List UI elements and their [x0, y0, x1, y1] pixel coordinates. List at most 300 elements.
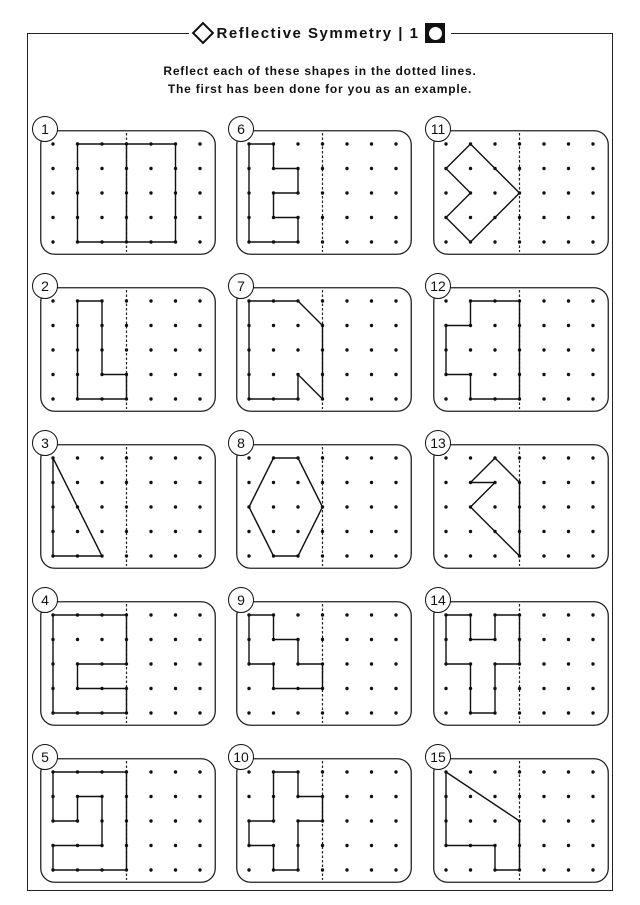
grid-dot: [149, 481, 152, 484]
grid-dot: [542, 770, 545, 773]
grid-dot: [567, 795, 570, 798]
grid-dot: [394, 795, 397, 798]
grid-dot: [100, 191, 103, 194]
grid-dot: [51, 191, 54, 194]
grid-dot: [272, 662, 275, 665]
grid-dot: [272, 167, 275, 170]
grid-dot: [321, 299, 324, 302]
grid-dot: [542, 481, 545, 484]
grid-dot: [493, 819, 496, 822]
grid-dot: [591, 191, 594, 194]
grid-dot: [591, 613, 594, 616]
grid-dot: [296, 167, 299, 170]
grid-dot: [51, 770, 54, 773]
grid-dot: [51, 456, 54, 459]
grid-dot: [76, 819, 79, 822]
grid-dot: [321, 481, 324, 484]
grid-dot: [198, 795, 201, 798]
grid-dot: [174, 456, 177, 459]
grid-dot: [296, 142, 299, 145]
grid-dot: [174, 613, 177, 616]
grid-dot: [469, 240, 472, 243]
grid-dot: [247, 456, 250, 459]
grid-dot: [272, 456, 275, 459]
grid-dot: [370, 373, 373, 376]
grid-dot: [76, 167, 79, 170]
grid-dot: [493, 240, 496, 243]
grid-dot: [174, 638, 177, 641]
grid-dot: [198, 240, 201, 243]
grid-dot: [125, 167, 128, 170]
grid-dot: [174, 373, 177, 376]
grid-dot: [51, 240, 54, 243]
grid-dot: [542, 191, 545, 194]
grid-dot: [321, 711, 324, 714]
grid-dot: [198, 373, 201, 376]
dot-grid[interactable]: [433, 130, 609, 255]
grid-dot: [198, 324, 201, 327]
grid-dot: [247, 216, 250, 219]
grid-dot: [370, 142, 373, 145]
grid-dot: [567, 240, 570, 243]
grid-dot: [542, 711, 545, 714]
dot-grid[interactable]: [236, 130, 412, 255]
grid-dot: [394, 240, 397, 243]
grid-dot: [174, 844, 177, 847]
dot-grid[interactable]: [40, 758, 216, 883]
grid-dot: [542, 397, 545, 400]
grid-dot: [444, 530, 447, 533]
grid-dot: [198, 554, 201, 557]
grid-dot: [296, 481, 299, 484]
grid-dot: [272, 638, 275, 641]
grid-dot: [247, 819, 250, 822]
grid-dot: [469, 687, 472, 690]
exercise-panel: [430, 278, 609, 412]
exercise-number: 1: [32, 116, 58, 142]
grid-dot: [149, 638, 152, 641]
grid-dot: [345, 240, 348, 243]
grid-dot: [518, 795, 521, 798]
grid-dot: [493, 505, 496, 508]
grid-dot: [198, 687, 201, 690]
grid-dot: [493, 770, 496, 773]
grid-dot: [345, 142, 348, 145]
exercise-number: 8: [228, 430, 254, 456]
grid-dot: [493, 142, 496, 145]
grid-dot: [100, 505, 103, 508]
grid-dot: [394, 554, 397, 557]
grid-dot: [591, 142, 594, 145]
grid-dot: [125, 770, 128, 773]
grid-dot: [493, 456, 496, 459]
grid-dot: [542, 348, 545, 351]
grid-dot: [198, 770, 201, 773]
grid-dot: [469, 481, 472, 484]
grid-dot: [444, 868, 447, 871]
grid-dot: [247, 530, 250, 533]
grid-dot: [444, 191, 447, 194]
grid-dot: [174, 348, 177, 351]
grid-dot: [51, 397, 54, 400]
dot-grid[interactable]: [236, 287, 412, 412]
dot-grid[interactable]: [40, 444, 216, 569]
grid-dot: [100, 324, 103, 327]
grid-dot: [370, 530, 373, 533]
grid-dot: [321, 868, 324, 871]
grid-dot: [394, 844, 397, 847]
grid-dot: [394, 770, 397, 773]
grid-dot: [100, 554, 103, 557]
grid-dot: [198, 662, 201, 665]
grid-dot: [345, 868, 348, 871]
grid-dot: [518, 167, 521, 170]
dot-grid[interactable]: [40, 130, 216, 255]
grid-dot: [296, 216, 299, 219]
grid-dot: [125, 142, 128, 145]
instructions: [0, 62, 640, 98]
grid-dot: [296, 324, 299, 327]
grid-dot: [444, 167, 447, 170]
exercise-panel: [233, 749, 412, 883]
grid-dot: [567, 191, 570, 194]
grid-dot: [567, 554, 570, 557]
grid-dot: [100, 844, 103, 847]
grid-dot: [444, 638, 447, 641]
grid-dot: [198, 299, 201, 302]
grid-dot: [394, 167, 397, 170]
exercise-number: 9: [228, 587, 254, 613]
grid-dot: [100, 481, 103, 484]
grid-dot: [394, 711, 397, 714]
grid-dot: [100, 638, 103, 641]
grid-dot: [272, 240, 275, 243]
grid-dot: [394, 819, 397, 822]
grid-dot: [591, 819, 594, 822]
grid-dot: [345, 348, 348, 351]
grid-dot: [321, 844, 324, 847]
grid-dot: [272, 324, 275, 327]
grid-dot: [247, 687, 250, 690]
grid-dot: [174, 216, 177, 219]
grid-dot: [272, 191, 275, 194]
grid-dot: [394, 191, 397, 194]
grid-dot: [272, 216, 275, 219]
grid-dot: [591, 373, 594, 376]
grid-dot: [149, 167, 152, 170]
dot-grid[interactable]: [433, 601, 609, 726]
grid-dot: [51, 554, 54, 557]
grid-dot: [345, 795, 348, 798]
grid-dot: [542, 530, 545, 533]
grid-dot: [518, 191, 521, 194]
grid-dot: [591, 844, 594, 847]
grid-dot: [76, 324, 79, 327]
grid-dot: [591, 456, 594, 459]
grid-dot: [125, 819, 128, 822]
grid-dot: [591, 687, 594, 690]
grid-dot: [567, 613, 570, 616]
grid-dot: [345, 530, 348, 533]
grid-dot: [493, 324, 496, 327]
grid-dot: [174, 324, 177, 327]
grid-dot: [444, 613, 447, 616]
grid-dot: [567, 299, 570, 302]
grid-dot: [247, 240, 250, 243]
grid-dot: [247, 397, 250, 400]
grid-dot: [149, 456, 152, 459]
title-bar: [0, 18, 640, 48]
grid-dot: [493, 554, 496, 557]
grid-dot: [174, 481, 177, 484]
grid-dot: [518, 687, 521, 690]
grid-dot: [493, 795, 496, 798]
grid-dot: [394, 373, 397, 376]
grid-dot: [321, 530, 324, 533]
dot-grid[interactable]: [236, 601, 412, 726]
grid-dot: [51, 505, 54, 508]
exercise-number: 5: [32, 744, 58, 770]
grid-dot: [370, 819, 373, 822]
exercise-number: 2: [32, 273, 58, 299]
grid-dot: [591, 795, 594, 798]
grid-dot: [567, 456, 570, 459]
grid-dot: [370, 844, 373, 847]
grid-dot: [444, 844, 447, 847]
grid-dot: [125, 456, 128, 459]
grid-dot: [174, 167, 177, 170]
grid-dot: [272, 819, 275, 822]
grid-dot: [345, 191, 348, 194]
diamond-circle-icon: [191, 22, 214, 45]
grid-dot: [493, 348, 496, 351]
grid-dot: [76, 216, 79, 219]
grid-dot: [100, 770, 103, 773]
grid-dot: [370, 348, 373, 351]
grid-dot: [321, 142, 324, 145]
grid-dot: [542, 505, 545, 508]
dot-grid[interactable]: [433, 444, 609, 569]
grid-dot: [149, 613, 152, 616]
grid-dot: [321, 167, 324, 170]
grid-dot: [100, 687, 103, 690]
grid-dot: [125, 299, 128, 302]
grid-dot: [444, 795, 447, 798]
dot-grid[interactable]: [433, 287, 609, 412]
grid-dot: [469, 638, 472, 641]
dot-grid[interactable]: [236, 758, 412, 883]
exercise-panel: [236, 278, 412, 412]
grid-dot: [198, 844, 201, 847]
grid-dot: [198, 505, 201, 508]
grid-dot: [247, 505, 250, 508]
exercise-panel: [40, 749, 216, 883]
grid-dot: [444, 142, 447, 145]
grid-dot: [469, 216, 472, 219]
grid-dot: [125, 662, 128, 665]
grid-dot: [149, 868, 152, 871]
grid-dot: [394, 687, 397, 690]
grid-dot: [125, 397, 128, 400]
grid-dot: [469, 299, 472, 302]
grid-dot: [591, 348, 594, 351]
dot-grid[interactable]: [433, 758, 609, 883]
exercise-panel: [40, 592, 216, 726]
grid-dot: [542, 240, 545, 243]
grid-dot: [272, 868, 275, 871]
grid-dot: [247, 191, 250, 194]
grid-dot: [198, 456, 201, 459]
exercise-number: 12: [425, 273, 451, 299]
grid-dot: [493, 373, 496, 376]
grid-dot: [198, 868, 201, 871]
grid-dot: [518, 530, 521, 533]
exercise-panel: [40, 121, 216, 255]
grid-dot: [125, 554, 128, 557]
grid-dot: [149, 324, 152, 327]
grid-dot: [247, 373, 250, 376]
grid-dot: [51, 324, 54, 327]
grid-dot: [296, 613, 299, 616]
grid-dot: [100, 348, 103, 351]
grid-dot: [125, 216, 128, 219]
grid-dot: [469, 397, 472, 400]
dot-grid[interactable]: [236, 444, 412, 569]
grid-dot: [493, 191, 496, 194]
grid-dot: [469, 795, 472, 798]
grid-dot: [321, 397, 324, 400]
grid-dot: [591, 397, 594, 400]
page-title: Reflective Symmetry | 1: [216, 24, 420, 42]
grid-dot: [100, 530, 103, 533]
grid-dot: [370, 324, 373, 327]
grid-dot: [296, 348, 299, 351]
grid-dot: [100, 711, 103, 714]
dot-grid[interactable]: [40, 601, 216, 726]
grid-dot: [493, 530, 496, 533]
grid-dot: [567, 481, 570, 484]
grid-dot: [444, 770, 447, 773]
exercise-number: 10: [228, 744, 254, 770]
grid-dot: [174, 819, 177, 822]
grid-dot: [493, 662, 496, 665]
grid-dot: [394, 868, 397, 871]
grid-dot: [149, 770, 152, 773]
grid-dot: [345, 324, 348, 327]
grid-dot: [149, 142, 152, 145]
grid-dot: [542, 167, 545, 170]
grid-dot: [469, 770, 472, 773]
grid-dot: [100, 613, 103, 616]
grid-dot: [444, 240, 447, 243]
grid-dot: [469, 167, 472, 170]
grid-dot: [125, 373, 128, 376]
grid-dot: [51, 613, 54, 616]
grid-dot: [345, 770, 348, 773]
exercise-number: 4: [32, 587, 58, 613]
grid-dot: [493, 687, 496, 690]
grid-dot: [444, 456, 447, 459]
grid-dot: [198, 397, 201, 400]
grid-dot: [567, 868, 570, 871]
grid-dot: [149, 505, 152, 508]
grid-dot: [370, 711, 373, 714]
grid-dot: [493, 397, 496, 400]
grid-dot: [321, 216, 324, 219]
grid-dot: [247, 638, 250, 641]
grid-dot: [272, 687, 275, 690]
grid-dot: [100, 373, 103, 376]
grid-dot: [76, 662, 79, 665]
grid-dot: [370, 770, 373, 773]
grid-dot: [591, 324, 594, 327]
grid-dot: [542, 868, 545, 871]
grid-dot: [469, 456, 472, 459]
grid-dot: [174, 711, 177, 714]
grid-dot: [100, 299, 103, 302]
grid-dot: [345, 397, 348, 400]
grid-dot: [125, 613, 128, 616]
grid-dot: [518, 324, 521, 327]
grid-dot: [51, 844, 54, 847]
grid-dot: [394, 142, 397, 145]
grid-dot: [345, 373, 348, 376]
grid-dot: [247, 324, 250, 327]
grid-dot: [542, 554, 545, 557]
grid-dot: [198, 348, 201, 351]
grid-dot: [100, 397, 103, 400]
grid-dot: [542, 638, 545, 641]
grid-dot: [345, 456, 348, 459]
grid-dot: [51, 795, 54, 798]
grid-dot: [469, 142, 472, 145]
grid-dot: [518, 299, 521, 302]
grid-dot: [444, 481, 447, 484]
grid-dot: [394, 662, 397, 665]
grid-dot: [272, 505, 275, 508]
grid-dot: [198, 142, 201, 145]
grid-dot: [370, 638, 373, 641]
grid-dot: [518, 373, 521, 376]
grid-dot: [198, 216, 201, 219]
exercise-panel: [236, 121, 412, 255]
grid-dot: [198, 481, 201, 484]
grid-dot: [247, 711, 250, 714]
dot-grid[interactable]: [40, 287, 216, 412]
grid-dot: [444, 505, 447, 508]
grid-dot: [321, 819, 324, 822]
grid-dot: [76, 397, 79, 400]
grid-dot: [518, 481, 521, 484]
grid-dot: [174, 687, 177, 690]
grid-dot: [174, 299, 177, 302]
grid-dot: [272, 711, 275, 714]
grid-dot: [370, 240, 373, 243]
exercise-number: 11: [425, 116, 451, 142]
grid-dot: [345, 554, 348, 557]
grid-dot: [76, 240, 79, 243]
grid-dot: [370, 662, 373, 665]
grid-dot: [370, 167, 373, 170]
grid-dot: [51, 530, 54, 533]
grid-dot: [321, 687, 324, 690]
grid-dot: [444, 324, 447, 327]
grid-dot: [394, 324, 397, 327]
grid-dot: [542, 819, 545, 822]
exercise-panel: [40, 435, 216, 569]
grid-dot: [76, 711, 79, 714]
grid-dot: [296, 868, 299, 871]
